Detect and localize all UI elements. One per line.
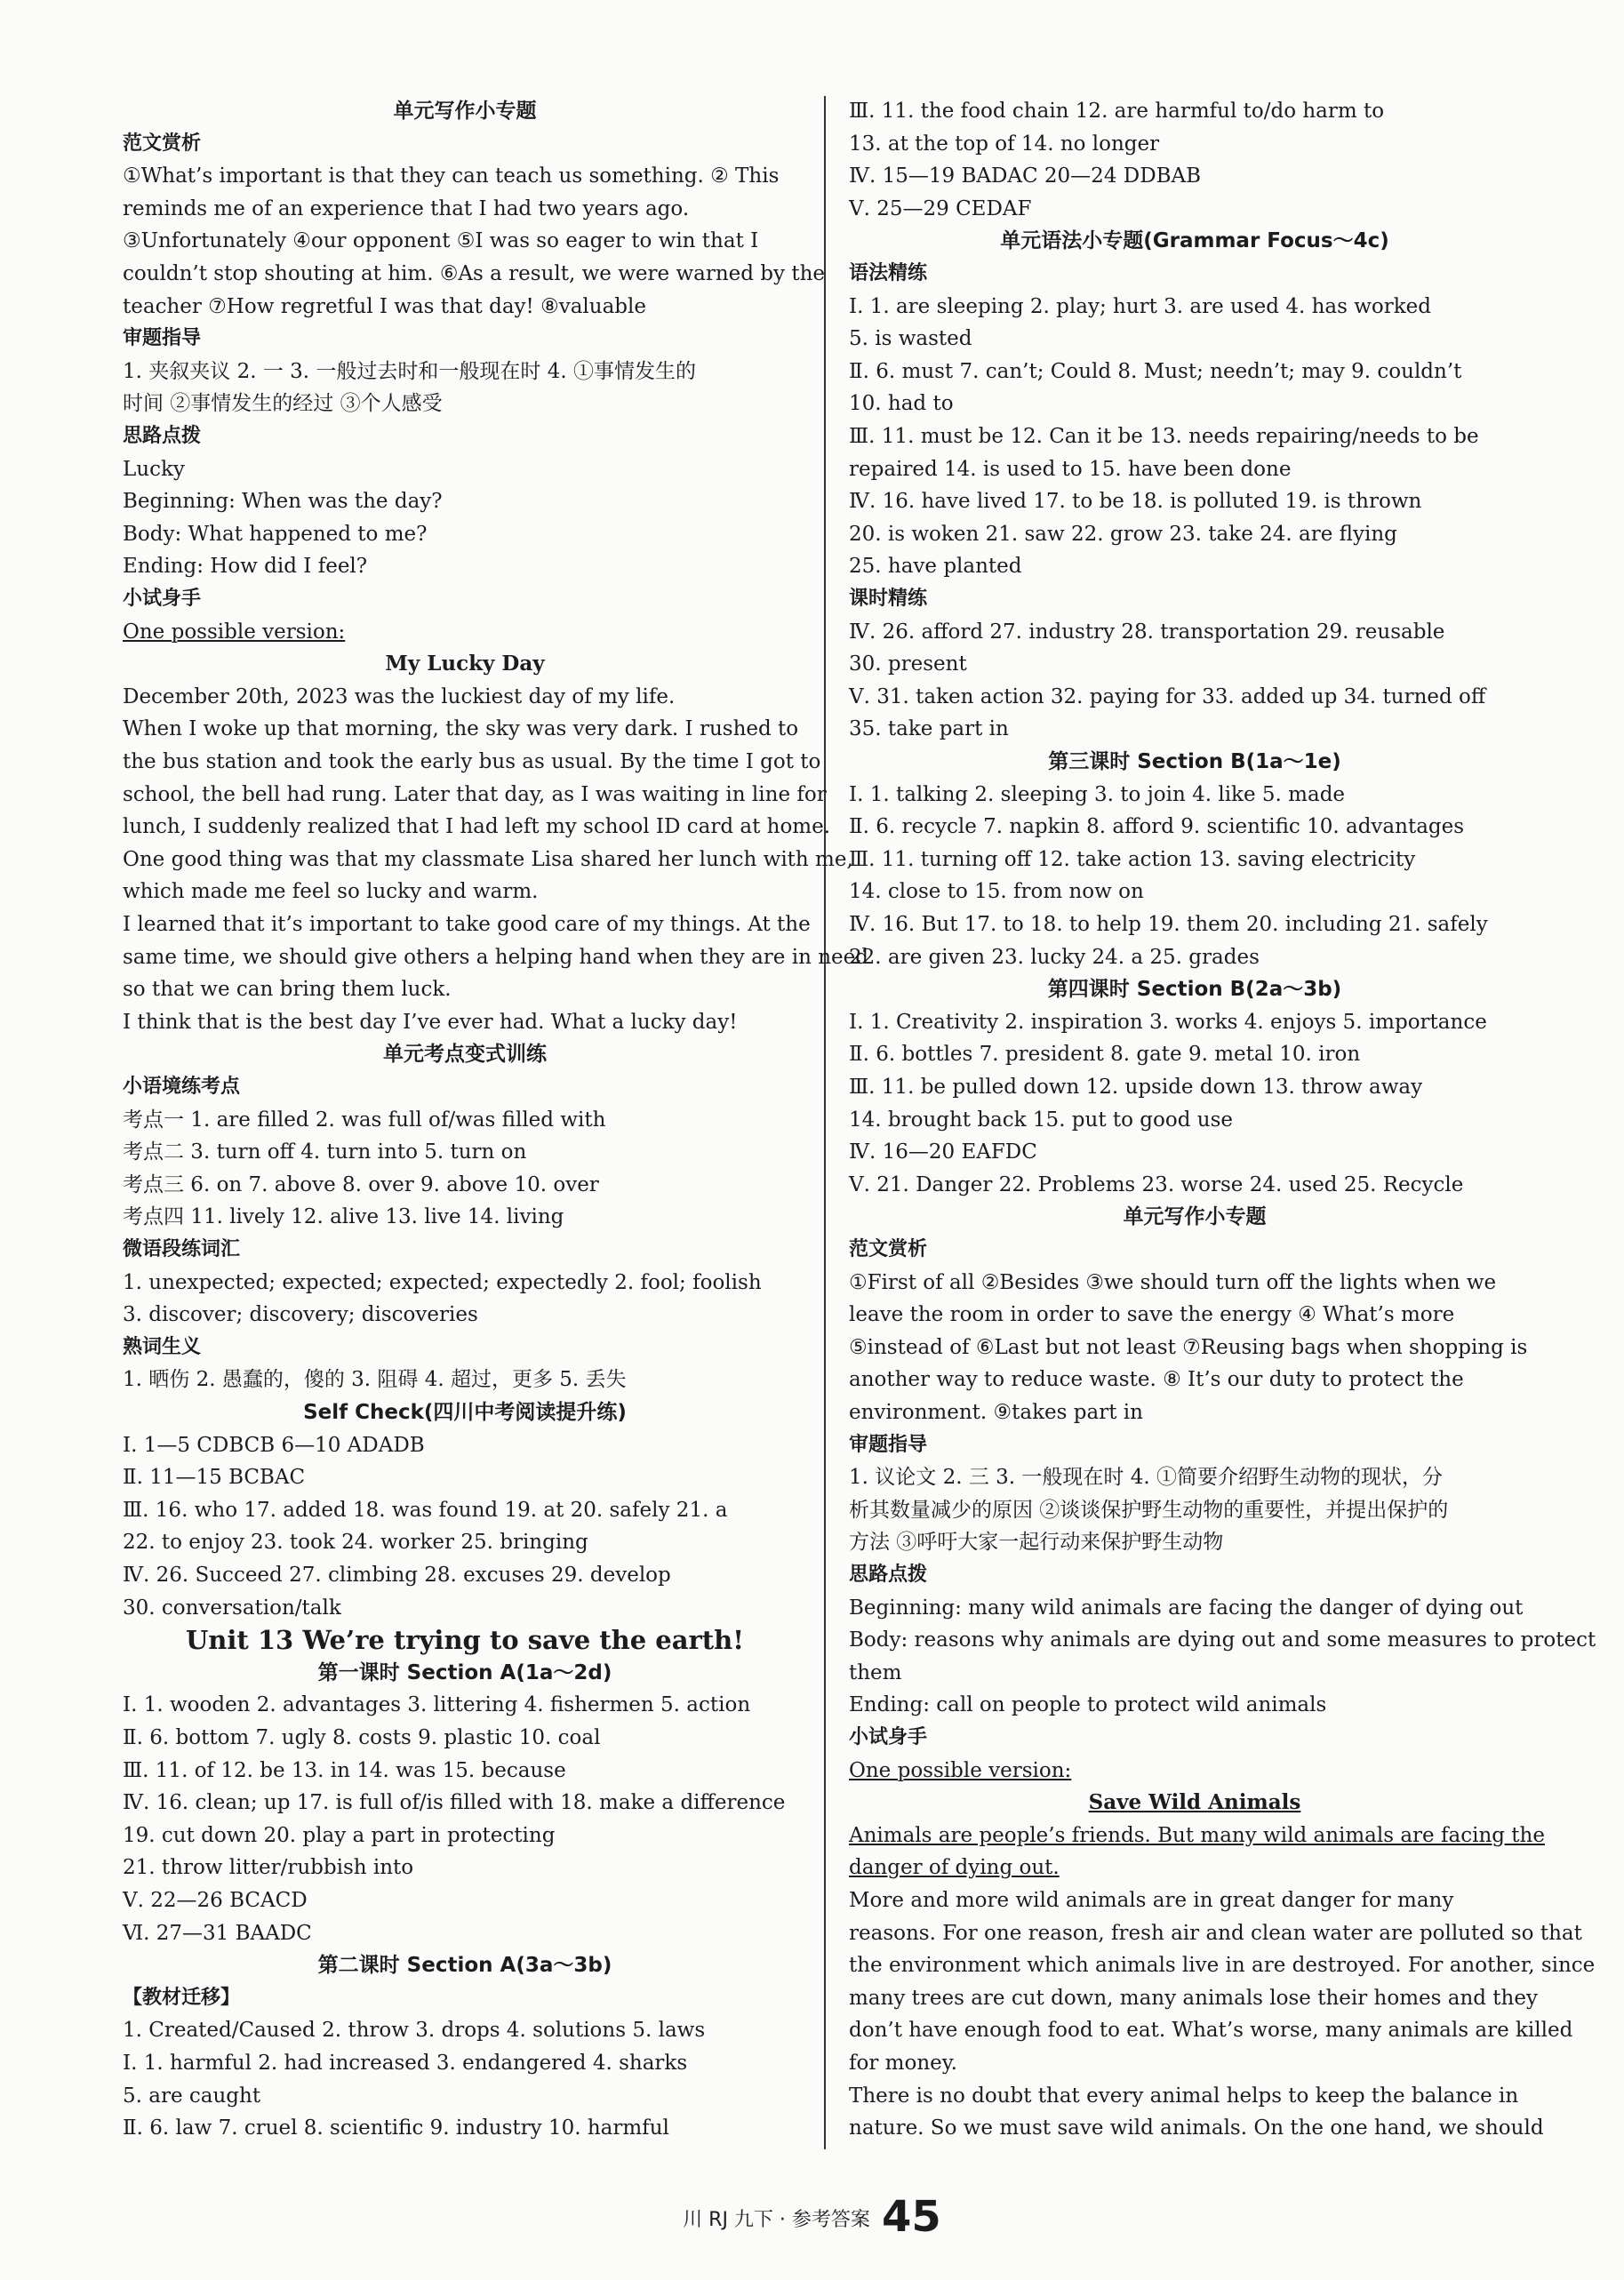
right-line: another way to reduce waste. ⑧ It’s our duty to protect the <box>849 1368 1464 1392</box>
left-line: I think that is the best day I’ve ever had. What a lucky day! <box>123 1010 738 1034</box>
left-line: When I woke up that morning, the sky was very dark. I rushed to <box>123 717 799 741</box>
left-line: couldn’t stop shouting at him. ⑥As a result, we were warned by the <box>123 262 825 285</box>
left-line: 第二课时 Section A(3a～3b) <box>317 1954 612 1978</box>
left-line: 考点三 6. on 7. above 8. over 9. above 10. over <box>123 1172 599 1196</box>
right-line: 小试身手 <box>849 1726 928 1748</box>
left-line: reminds me of an experience that I had two years ago. <box>123 196 690 220</box>
right-line: 方法 ③呼吁大家一起行动来保护野生动物 <box>849 1531 1224 1555</box>
right-line: Ⅲ. 11. the food chain 12. are harmful to/do harm to <box>849 100 1385 123</box>
left-line: Ⅴ. 22—26 BCACD <box>123 1889 308 1912</box>
right-line: Ⅲ. 11. must be 12. Can it be 13. needs repairing/needs to be <box>849 425 1479 448</box>
left-line: ③Unfortunately ④our opponent ⑤I was so eager to win that I <box>123 229 759 253</box>
right-line: Beginning: many wild animals are facing the danger of dying out <box>849 1596 1524 1620</box>
right-line: 1. 议论文 2. 三 3. 一般现在时 4. ①简要介绍野生动物的现状，分 <box>849 1466 1443 1490</box>
left-line: 第一课时 Section A(1a～2d) <box>317 1660 612 1684</box>
right-line: 25. have planted <box>849 555 1022 579</box>
left-line: One good thing was that my classmate Lisa shared her lunch with me, <box>123 847 853 871</box>
left-line: Ⅱ. 6. law 7. cruel 8. scientific 9. industry 10. harmful <box>123 2116 669 2140</box>
left-line: Ⅱ. 11—15 BCBAC <box>123 1466 306 1490</box>
left-line: 单元考点变式训练 <box>383 1043 547 1067</box>
left-line: 考点四 11. lively 12. alive 13. live 14. living <box>123 1205 564 1229</box>
right-line: the environment which animals live in are destroyed. For another, since <box>849 1954 1596 1978</box>
right-line: ⑤instead of ⑥Last but not least ⑦Reusing bags when shopping is <box>849 1335 1528 1359</box>
right-line: 22. are given 23. lucky 24. a 25. grades <box>849 945 1260 969</box>
left-line: Ⅳ. 26. Succeed 27. climbing 28. excuses 29. develop <box>123 1564 671 1587</box>
left-line: 单元写作小专题 <box>393 100 537 123</box>
right-line: Ⅱ. 6. bottles 7. president 8. gate 9. metal 10. iron <box>849 1043 1361 1067</box>
page-number: 45 <box>882 2192 941 2242</box>
left-line: Ⅳ. 16. clean; up 17. is full of/is filled with 18. make a difference <box>123 1791 786 1815</box>
left-line: 1. unexpected; expected; expected; expectedly 2. fool; foolish <box>123 1270 762 1294</box>
left-line: Ⅱ. 6. bottom 7. ugly 8. costs 9. plastic 10. coal <box>123 1726 601 1749</box>
right-line: Ⅴ. 31. taken action 32. paying for 33. added up 34. turned off <box>849 684 1486 708</box>
right-line: 思路点拨 <box>849 1564 928 1586</box>
left-line: Body: What happened to me? <box>123 522 428 546</box>
right-line: Ⅱ. 6. recycle 7. napkin 8. afford 9. scientific 10. advantages <box>849 815 1465 839</box>
left-line: My Lucky Day <box>385 652 545 676</box>
left-line: the bus station and took the early bus as usual. By the time I got to <box>123 750 821 773</box>
right-line: Animals are people’s friends. But many wild animals are facing the <box>849 1823 1545 1847</box>
left-line: Lucky <box>123 457 185 481</box>
left-line: 21. throw litter/rubbish into <box>123 1856 414 1880</box>
footer-label: 川 RJ 九下 · 参考答案 <box>683 2209 870 2231</box>
right-line: 审题指导 <box>849 1433 928 1456</box>
column-divider <box>824 96 826 2149</box>
right-line: them <box>849 1660 902 1684</box>
right-line: 语法精练 <box>849 262 928 284</box>
right-line: reasons. For one reason, fresh air and clean water are polluted so that <box>849 1921 1582 1945</box>
left-line: 范文赏析 <box>123 132 202 155</box>
right-line: One possible version: <box>849 1758 1072 1782</box>
left-line: 1. 夹叙夹议 2. 一 3. 一般过去时和一般现在时 4. ①事情发生的 <box>123 359 696 383</box>
left-line: 3. discover; discovery; discoveries <box>123 1303 478 1327</box>
left-line: Ⅰ. 1. wooden 2. advantages 3. littering 4. fishermen 5. action <box>123 1693 751 1717</box>
left-line: 时间 ②事情发生的经过 ③个人感受 <box>123 392 443 416</box>
right-line: Ⅰ. 1. are sleeping 2. play; hurt 3. are used 4. has worked <box>849 294 1432 318</box>
right-line: There is no doubt that every animal helps to keep the balance in <box>849 2084 1519 2108</box>
right-line: Ⅴ. 21. Danger 22. Problems 23. worse 24. used 25. Recycle <box>849 1172 1464 1196</box>
left-line: 小试身手 <box>123 588 202 610</box>
right-line: 析其数量减少的原因 ②谈谈保护野生动物的重要性，并提出保护的 <box>849 1498 1449 1522</box>
right-line: many trees are cut down, many animals lose their homes and they <box>849 1986 1538 2010</box>
left-line: ①What’s important is that they can teach us something. ② This <box>123 164 780 188</box>
right-line: 13. at the top of 14. no longer <box>849 132 1160 156</box>
right-line: Save Wild Animals <box>1088 1790 1301 1815</box>
right-line: 第四课时 Section B(2a～3b) <box>1047 978 1342 1002</box>
left-line: One possible version: <box>123 620 346 644</box>
left-line: 熟词生义 <box>123 1335 202 1358</box>
right-line: Ⅲ. 11. turning off 12. take action 13. saving electricity <box>849 847 1416 871</box>
right-line: 5. is wasted <box>849 327 972 351</box>
left-line: 30. conversation/talk <box>123 1596 341 1620</box>
right-line: Ⅰ. 1. talking 2. sleeping 3. to join 4. like 5. made <box>849 782 1346 806</box>
right-line: 单元语法小专题(Grammar Focus～4c) <box>1000 229 1389 253</box>
left-line: Ⅵ. 27—31 BAADC <box>123 1921 312 1945</box>
right-line: environment. ⑨takes part in <box>849 1401 1143 1424</box>
right-line: 10. had to <box>849 392 954 416</box>
right-line: Ⅳ. 16. But 17. to 18. to help 19. them 20. including 21. safely <box>849 913 1488 936</box>
left-line: Ⅰ. 1—5 CDBCB 6—10 ADADB <box>123 1433 425 1457</box>
right-line: repaired 14. is used to 15. have been done <box>849 457 1292 481</box>
left-line: Unit 13 We’re trying to save the earth! <box>185 1625 745 1656</box>
left-line: lunch, I suddenly realized that I had left my school ID card at home. <box>123 815 831 839</box>
right-line: Ⅰ. 1. Creativity 2. inspiration 3. works 4. enjoys 5. importance <box>849 1010 1487 1034</box>
left-line: Ⅰ. 1. harmful 2. had increased 3. endangered 4. sharks <box>123 2052 688 2075</box>
left-line: 19. cut down 20. play a part in protecting <box>123 1823 556 1847</box>
right-line: Ⅱ. 6. must 7. can’t; Could 8. Must; needn’t; may 9. couldn’t <box>849 359 1462 383</box>
right-line: More and more wild animals are in great danger for many <box>849 1889 1454 1912</box>
right-line: 范文赏析 <box>849 1238 928 1260</box>
left-line: 微语段练词汇 <box>123 1238 241 1260</box>
right-line: nature. So we must save wild animals. On the one hand, we should <box>849 2116 1544 2140</box>
left-line: 小语境练考点 <box>123 1076 241 1098</box>
right-line: 第三课时 Section B(1a～1e) <box>1048 750 1341 773</box>
left-line: 考点一 1. are filled 2. was full of/was filled with <box>123 1108 606 1132</box>
right-line: Ⅴ. 25—29 CEDAF <box>849 196 1032 220</box>
left-line: I learned that it’s important to take good care of my things. At the <box>123 913 811 936</box>
left-line: Beginning: When was the day? <box>123 490 443 514</box>
left-line: school, the bell had rung. Later that day, as I was waiting in line for <box>123 782 827 806</box>
left-line: 1. Created/Caused 2. throw 3. drops 4. solutions 5. laws <box>123 2019 706 2043</box>
right-line: Ⅳ. 16. have lived 17. to be 18. is polluted 19. is thrown <box>849 490 1422 514</box>
right-line: Ⅳ. 26. afford 27. industry 28. transportation 29. reusable <box>849 620 1445 644</box>
right-line: 14. brought back 15. put to good use <box>849 1108 1233 1132</box>
right-line: ①First of all ②Besides ③we should turn off the lights when we <box>849 1270 1497 1294</box>
left-line: same time, we should give others a helping hand when they are in need <box>123 945 868 969</box>
left-line: 5. are caught <box>123 2084 261 2108</box>
left-line: so that we can bring them luck. <box>123 978 452 1002</box>
page-footer <box>0 2192 1624 2242</box>
right-line: 14. close to 15. from now on <box>849 880 1144 904</box>
left-line: Ⅲ. 11. of 12. be 13. in 14. was 15. because <box>123 1758 566 1782</box>
right-line: Ⅳ. 15—19 BADAC 20—24 DDBAB <box>849 164 1202 188</box>
right-line: don’t have enough food to eat. What’s worse, many animals are killed <box>849 2019 1573 2043</box>
left-line: 1. 晒伤 2. 愚蠢的，傻的 3. 阻碍 4. 超过，更多 5. 丢失 <box>123 1368 627 1392</box>
right-line: Ⅳ. 16—20 EAFDC <box>849 1140 1037 1164</box>
right-line: 30. present <box>849 652 967 676</box>
left-line: Self Check(四川中考阅读提升练) <box>303 1401 627 1424</box>
left-line: teacher ⑦How regretful I was that day! ⑧valuable <box>123 294 646 318</box>
left-line: 审题指导 <box>123 327 202 350</box>
right-line: 课时精练 <box>849 588 928 610</box>
right-line: 单元写作小专题 <box>1123 1205 1267 1229</box>
right-line: 35. take part in <box>849 717 1009 741</box>
right-line: leave the room in order to save the energy ④ What’s more <box>849 1303 1455 1327</box>
right-line: Body: reasons why animals are dying out and some measures to protect <box>849 1628 1596 1652</box>
left-line: 考点二 3. turn off 4. turn into 5. turn on <box>123 1140 527 1164</box>
right-line: danger of dying out. <box>849 1856 1060 1880</box>
left-line: 【教材迁移】 <box>123 1986 241 2009</box>
left-line: 22. to enjoy 23. took 24. worker 25. bringing <box>123 1531 588 1555</box>
left-line: Ending: How did I feel? <box>123 555 368 579</box>
left-line: Ⅲ. 16. who 17. added 18. was found 19. at 20. safely 21. a <box>123 1498 728 1522</box>
right-line: Ⅲ. 11. be pulled down 12. upside down 13. throw away <box>849 1076 1423 1099</box>
right-line: for money. <box>849 2052 957 2075</box>
left-line: which made me feel so lucky and warm. <box>123 880 539 904</box>
right-line: 20. is woken 21. saw 22. grow 23. take 24. are flying <box>849 522 1397 546</box>
left-line: December 20th, 2023 was the luckiest day of my life. <box>123 684 676 708</box>
left-line: 思路点拨 <box>123 425 202 447</box>
right-line: Ending: call on people to protect wild animals <box>849 1693 1327 1717</box>
